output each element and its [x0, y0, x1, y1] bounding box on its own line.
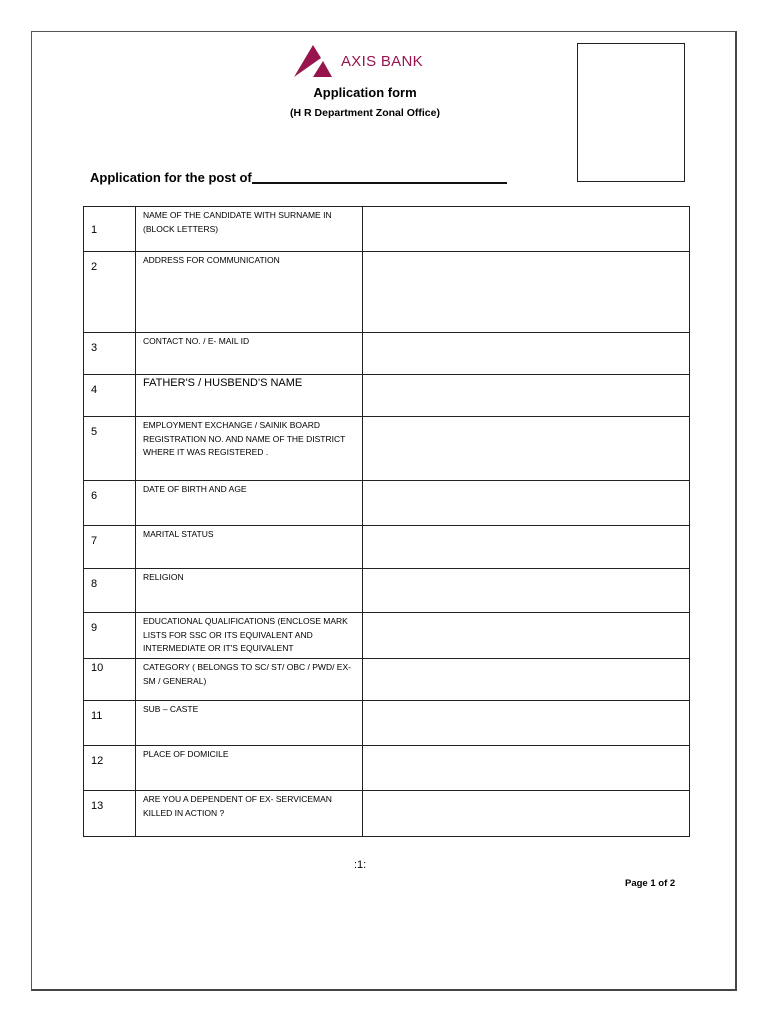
post-label: Application for the post of [90, 170, 252, 185]
row-number: 12 [84, 746, 136, 791]
axis-logo-icon [294, 45, 332, 77]
question-label: EMPLOYMENT EXCHANGE / SAINIK BOARD REGISTRATION NO. AND NAME OF THE DISTRICT WHERE IT WAS REGISTERED . [136, 417, 363, 481]
table-row [84, 207, 690, 252]
table-row [84, 791, 690, 837]
row-number: 13 [84, 791, 136, 837]
row-number: 4 [84, 375, 136, 417]
answer-field[interactable] [363, 526, 690, 569]
answer-field[interactable] [363, 569, 690, 613]
answer-field[interactable] [363, 207, 690, 252]
row-number: 1 [84, 207, 136, 252]
department-subtitle: (H R Department Zonal Office) [290, 107, 440, 119]
page-marker: :1: [354, 859, 367, 871]
row-number: 8 [84, 569, 136, 613]
row-number: 11 [84, 701, 136, 746]
table-row [84, 375, 690, 417]
answer-field[interactable] [363, 659, 690, 701]
application-table [83, 206, 690, 837]
table-row [84, 613, 690, 659]
question-label: NAME OF THE CANDIDATE WITH SURNAME IN (BLOCK LETTERS) [136, 207, 363, 252]
post-blank-field[interactable] [252, 182, 507, 184]
row-number: 7 [84, 526, 136, 569]
question-label: EDUCATIONAL QUALIFICATIONS (ENCLOSE MARK LISTS FOR SSC OR ITS EQUIVALENT AND INTERMEDIATE OR IT'S EQUIVALENT [136, 613, 363, 659]
question-label: FATHER'S / HUSBEND'S NAME [136, 375, 363, 417]
question-label: DATE OF BIRTH AND AGE [136, 481, 363, 526]
table-row [84, 252, 690, 333]
answer-field[interactable] [363, 417, 690, 481]
answer-field[interactable] [363, 791, 690, 837]
question-label: RELIGION [136, 569, 363, 613]
table-row [84, 526, 690, 569]
post-line [90, 170, 507, 185]
answer-field[interactable] [363, 333, 690, 375]
table-row [84, 746, 690, 791]
question-label: CATEGORY ( BELONGS TO SC/ ST/ OBC / PWD/ EX-SM / GENERAL) [136, 659, 363, 701]
answer-field[interactable] [363, 613, 690, 659]
answer-field[interactable] [363, 701, 690, 746]
question-label: SUB – CASTE [136, 701, 363, 746]
row-number: 6 [84, 481, 136, 526]
table-row [84, 659, 690, 701]
question-label: PLACE OF DOMICILE [136, 746, 363, 791]
row-number: 10 [84, 659, 136, 701]
table-row [84, 701, 690, 746]
table-row [84, 417, 690, 481]
answer-field[interactable] [363, 746, 690, 791]
answer-field[interactable] [363, 481, 690, 526]
question-label: ADDRESS FOR COMMUNICATION [136, 252, 363, 333]
answer-field[interactable] [363, 375, 690, 417]
table-row [84, 569, 690, 613]
form-title: Application form [313, 85, 417, 100]
row-number: 9 [84, 613, 136, 659]
axis-bank-logo [294, 45, 423, 77]
question-label: MARITAL STATUS [136, 526, 363, 569]
question-label: ARE YOU A DEPENDENT OF EX- SERVICEMAN KILLED IN ACTION ? [136, 791, 363, 837]
row-number: 2 [84, 252, 136, 333]
answer-field[interactable] [363, 252, 690, 333]
page-info: Page 1 of 2 [625, 878, 676, 889]
table-row [84, 481, 690, 526]
row-number: 5 [84, 417, 136, 481]
row-number: 3 [84, 333, 136, 375]
question-label: CONTACT NO. / E- MAIL ID [136, 333, 363, 375]
photo-box [577, 43, 685, 182]
logo-text: AXIS BANK [341, 52, 423, 70]
table-row [84, 333, 690, 375]
